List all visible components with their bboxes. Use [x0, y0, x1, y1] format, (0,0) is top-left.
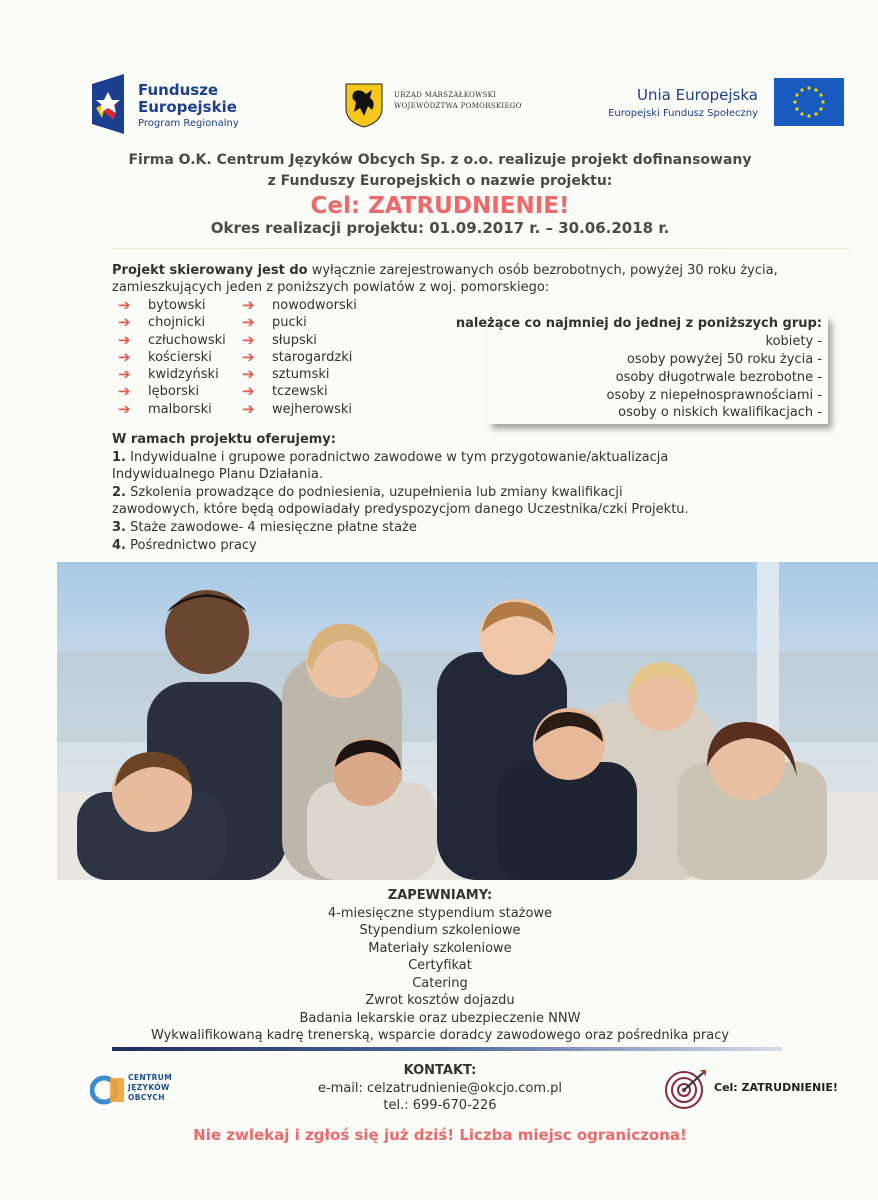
county-item: ➔ malborski [118, 399, 212, 418]
arrow-right-icon: ➔ [242, 313, 255, 332]
group-item: osoby długotrwale bezrobotne - [615, 370, 822, 385]
county-item: ➔ pucki [242, 313, 307, 332]
provide-item: Wykwalifikowaną kadrę trenerską, wsparcie doradcy zawodowego oraz pośrednika pracy [150, 1028, 730, 1043]
ok-centrum-logo [90, 1072, 173, 1108]
ok-logo-text: CENTRUM JĘZYKÓW OBCYCH [128, 1073, 173, 1102]
arrow-right-icon: ➔ [242, 330, 255, 349]
project-period: Okres realizacji projektu: 01.09.2017 r. – 30.06.2018 r. [210, 219, 670, 237]
team-photo-illustration [57, 562, 878, 880]
griffin-shield-icon [344, 82, 384, 128]
fe-star-icon [92, 74, 124, 134]
fundusze-europejskie-logo [92, 74, 262, 136]
header-divider [112, 248, 852, 249]
group-item: kobiety - [765, 334, 822, 349]
offer-item: 1. Indywidualne i grupowe poradnictwo zawodowe w tym przygotowanie/aktualizacja [112, 449, 669, 465]
target-dart-icon [664, 1068, 708, 1110]
county-item: ➔ starogardzki [242, 347, 353, 366]
group-item: osoby o niskich kwalifikacjach - [618, 405, 822, 420]
intro-line-2: z Funduszy Europejskich o nazwie projektu: [267, 173, 613, 189]
team-photo [57, 562, 878, 880]
offer-item-cont: Indywidualnego Planu Działania. [112, 467, 323, 483]
eu-flag-icon [774, 78, 844, 126]
county-item: ➔ słupski [242, 330, 317, 349]
provide-item: Certyfikat [408, 958, 472, 973]
provide-item: Zwrot kosztów dojazdu [365, 993, 515, 1008]
target-intro [112, 262, 832, 296]
arrow-right-icon: ➔ [118, 313, 131, 332]
arrow-right-icon: ➔ [118, 330, 131, 349]
provide-title: ZAPEWNIAMY: [387, 888, 493, 903]
county-item: ➔ sztumski [242, 365, 330, 384]
target-line1: wyłącznie zarejestrowanych osób bezrobotnych, powyżej 30 roku życia, [307, 263, 778, 278]
groups-title: należące co najmniej do jednej z poniższych grup: [455, 316, 822, 331]
county-item: ➔ chojnicki [118, 313, 206, 332]
county-item: ➔ bytowski [118, 296, 206, 314]
fe-title: Fundusze Europejskie [138, 81, 237, 116]
cel-zatrudnienie-logo [664, 1068, 854, 1110]
provide-item: Stypendium szkoleniowe [359, 923, 521, 938]
counties-right-list [242, 297, 392, 418]
unia-europejska-logo [604, 78, 844, 130]
arrow-right-icon: ➔ [118, 296, 131, 314]
target-groups-box [455, 316, 828, 424]
provide-item: Catering [412, 975, 468, 991]
arrow-right-icon: ➔ [118, 399, 131, 418]
footer-divider [112, 1047, 782, 1051]
contact-phone[interactable]: tel.: 699-670-226 [383, 1098, 497, 1113]
county-item: ➔ kościerski [118, 347, 212, 366]
provide-item: Materiały szkoleniowe [368, 940, 512, 956]
ue-title: Unia Europejska [637, 86, 758, 104]
group-item: osoby powyżej 50 roku życia - [626, 352, 822, 367]
contact-email[interactable]: e-mail: celzatrudnienie@okcjo.com.pl [317, 1080, 563, 1096]
county-item: ➔ tczewski [242, 382, 328, 401]
offer-item-cont: zawodowych, które będą odpowiadały predyspozycjom danego Uczestnika/czki Projektu. [112, 502, 689, 518]
offer-item: 3. Staże zawodowe- 4 miesięczne płatne staże [112, 519, 417, 535]
intro-line-1: Firma O.K. Centrum Języków Obcych Sp. z o.o. realizuje projekt dofinansowany [128, 152, 752, 168]
contact-title: KONTAKT: [403, 1063, 477, 1078]
offer-item: 4. Pośrednictwo pracy [112, 537, 257, 553]
pom-caption: URZĄD MARSZAŁKOWSKI WOJEWÓDZTWA POMORSKIEGO [394, 91, 522, 110]
county-item: ➔ lęborski [118, 382, 200, 401]
offer-item: 2. Szkolenia prowadzące do podniesienia, uzupełnienia lub zmiany kwalifikacji [112, 484, 623, 500]
arrow-right-icon: ➔ [242, 382, 255, 401]
offer-title: W ramach projektu oferujemy: [112, 432, 336, 447]
provide-item: Badania lekarskie oraz ubezpieczenie NNW [299, 1010, 581, 1026]
county-item: ➔ człuchowski [118, 330, 226, 349]
provide-section [60, 887, 820, 1045]
county-item: ➔ kwidzyński [118, 365, 219, 384]
call-to-action: Nie zwlekaj i zgłoś się już dziś! Liczba miejsc ograniczona! [193, 1126, 687, 1144]
urzad-marszalkowski-logo [344, 82, 544, 130]
arrow-right-icon: ➔ [118, 382, 131, 401]
provide-item: 4-miesięczne stypendium stażowe [327, 905, 553, 921]
target-line2: zamieszkujących jeden z poniższych powiatów z woj. pomorskiego: [112, 280, 550, 295]
ue-subtitle: Europejski Fundusz Społeczny [608, 108, 758, 119]
arrow-right-icon: ➔ [242, 296, 255, 314]
arrow-right-icon: ➔ [242, 365, 255, 384]
project-name: Cel: ZATRUDNIENIE! [310, 193, 570, 219]
cel-logo-text: Cel: ZATRUDNIENIE! [714, 1081, 838, 1094]
arrow-right-icon: ➔ [118, 365, 131, 384]
offer-section [112, 431, 732, 554]
group-item: osoby z niepełnosprawnościami - [606, 388, 822, 403]
arrow-right-icon: ➔ [118, 347, 131, 366]
county-item: ➔ wejherowski [242, 399, 353, 418]
arrow-right-icon: ➔ [242, 347, 255, 366]
county-item: ➔ nowodworski [242, 296, 357, 314]
counties-left-list [118, 297, 248, 418]
fe-subtitle: Program Regionalny [138, 118, 239, 129]
target-lead: Projekt skierowany jest do [112, 263, 308, 278]
arrow-right-icon: ➔ [242, 399, 255, 418]
